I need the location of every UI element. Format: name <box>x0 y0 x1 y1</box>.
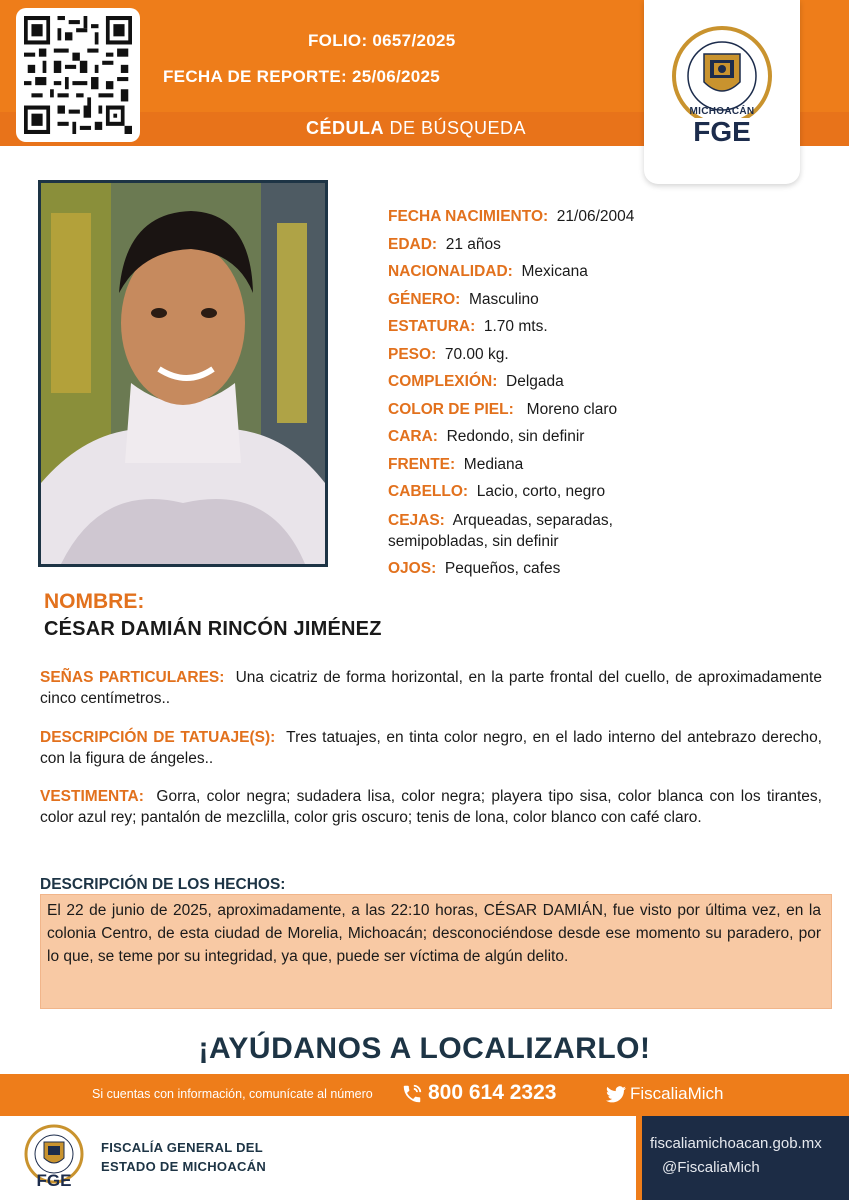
field-label: ESTATURA: <box>388 318 476 335</box>
website-link[interactable]: fiscaliamichoacan.gob.mx <box>650 1135 822 1152</box>
document-type-bold: CÉDULA <box>306 118 384 138</box>
document-type-title <box>306 118 526 139</box>
field-label: COLOR DE PIEL: <box>388 400 514 418</box>
qr-code[interactable] <box>16 8 140 142</box>
field-value: Arqueadas, separadas, semipobladas, sin definir <box>388 511 613 550</box>
field-label: CARA: <box>388 428 438 445</box>
field-value: 21/06/2004 <box>556 208 635 225</box>
events-label: DESCRIPCIÓN DE LOS HECHOS: <box>40 876 286 893</box>
social-handle-link[interactable]: @FiscaliaMich <box>662 1159 760 1176</box>
field-value: 1.70 mts. <box>483 318 548 335</box>
field-label: NACIONALIDAD: <box>388 263 513 280</box>
footer-links-panel <box>636 1116 849 1200</box>
person-photo-illustration <box>41 183 325 564</box>
section-text: Tres tatuajes, en tinta color negro, en el lado interno del antebrazo derecho, con la figura de ángeles.. <box>40 729 822 767</box>
field-label: PESO: <box>388 345 437 363</box>
field-label: COMPLEXIÓN: <box>388 373 498 390</box>
field-label: CEJAS: <box>388 511 445 529</box>
section-text: Gorra, color negra; sudadera lisa, color negra; playera tipo sisa, color blanca con los tirantes, color azul rey; pantalón de mezclilla, color gris oscuro; tenis de lona, color blanco con café claro. <box>40 788 822 826</box>
contact-info-text: Si cuentas con información, comunícate al número <box>92 1087 373 1101</box>
field-build <box>388 368 688 396</box>
folio-number: FOLIO: 0657/2025 <box>308 31 456 50</box>
field-skin-color <box>388 396 688 424</box>
document-type-rest: DE BÚSQUEDA <box>384 118 527 138</box>
field-nationality <box>388 258 688 286</box>
logo-state-text: MICHOACÁN <box>689 106 755 117</box>
field-value: Mediana <box>463 455 524 473</box>
field-gender <box>388 286 688 314</box>
physical-description-list <box>388 203 688 582</box>
field-value: 21 años <box>445 235 501 253</box>
org-name-line1: FISCALÍA GENERAL DEL <box>101 1140 264 1155</box>
twitter-bird-icon <box>606 1086 626 1103</box>
person-name: CÉSAR DAMIÁN RINCÓN JIMÉNEZ <box>44 618 382 640</box>
name-label: NOMBRE: <box>44 590 145 613</box>
twitter-handle-link[interactable]: FiscaliaMich <box>630 1084 724 1103</box>
missing-person-photo <box>38 180 328 567</box>
field-birth-date <box>388 203 688 231</box>
phone-number[interactable]: 800 614 2323 <box>428 1081 557 1104</box>
field-height <box>388 313 688 341</box>
section-label: VESTIMENTA: <box>40 788 144 805</box>
field-value: Pequeños, cafes <box>444 559 561 577</box>
field-label: OJOS: <box>388 559 437 577</box>
field-label: FRENTE: <box>388 455 456 473</box>
field-value: 70.00 kg. <box>444 345 509 363</box>
field-label: GÉNERO: <box>388 290 461 308</box>
field-age <box>388 231 688 259</box>
logo-acronym: FGE <box>693 116 751 147</box>
field-value: Delgada <box>506 373 564 390</box>
field-eyes <box>388 555 688 583</box>
clothing-description <box>40 786 822 828</box>
field-value: Redondo, sin definir <box>446 428 585 445</box>
field-value: Masculino <box>468 290 539 308</box>
section-label: SEÑAS PARTICULARES: <box>40 669 225 686</box>
footer-logo-acronym: FGE <box>36 1171 72 1190</box>
field-hair <box>388 478 688 506</box>
field-value: Mexicana <box>521 263 588 280</box>
tattoo-description <box>40 727 822 769</box>
field-label: CABELLO: <box>388 483 469 500</box>
footer-accent-stripe <box>636 1116 642 1200</box>
field-value: Moreno claro <box>526 400 618 418</box>
distinguishing-marks <box>40 667 822 709</box>
field-value: Lacio, corto, negro <box>476 483 606 500</box>
field-label: EDAD: <box>388 235 438 253</box>
phone-icon <box>401 1083 423 1105</box>
field-weight <box>388 341 688 369</box>
qr-code-icon <box>24 16 132 134</box>
fge-logo-card <box>644 0 800 184</box>
field-eyebrows <box>388 506 688 555</box>
section-label: DESCRIPCIÓN DE TATUAJE(S): <box>40 729 276 746</box>
events-description: El 22 de junio de 2025, aproximadamente, a las 22:10 horas, CÉSAR DAMIÁN, fue visto por última vez, en la colonia Centro, de esta ciudad de Morelia, Michoacán; desconociéndose desde ese momento su paradero, por lo que, se teme por su integridad, ya que, puede ser víctima de algún delito. <box>40 894 832 1009</box>
coat-of-arms-icon <box>664 18 780 118</box>
field-forehead <box>388 451 688 479</box>
call-to-action: ¡AYÚDANOS A LOCALIZARLO! <box>198 1032 651 1065</box>
org-name-line2: ESTADO DE MICHOACÁN <box>101 1159 267 1174</box>
field-face <box>388 423 688 451</box>
section-text: Una cicatriz de forma horizontal, en la parte frontal del cuello, de aproximadamente cinco centímetros.. <box>40 669 822 707</box>
report-date: FECHA DE REPORTE: 25/06/2025 <box>163 67 441 86</box>
field-label: FECHA NACIMIENTO: <box>388 208 549 225</box>
